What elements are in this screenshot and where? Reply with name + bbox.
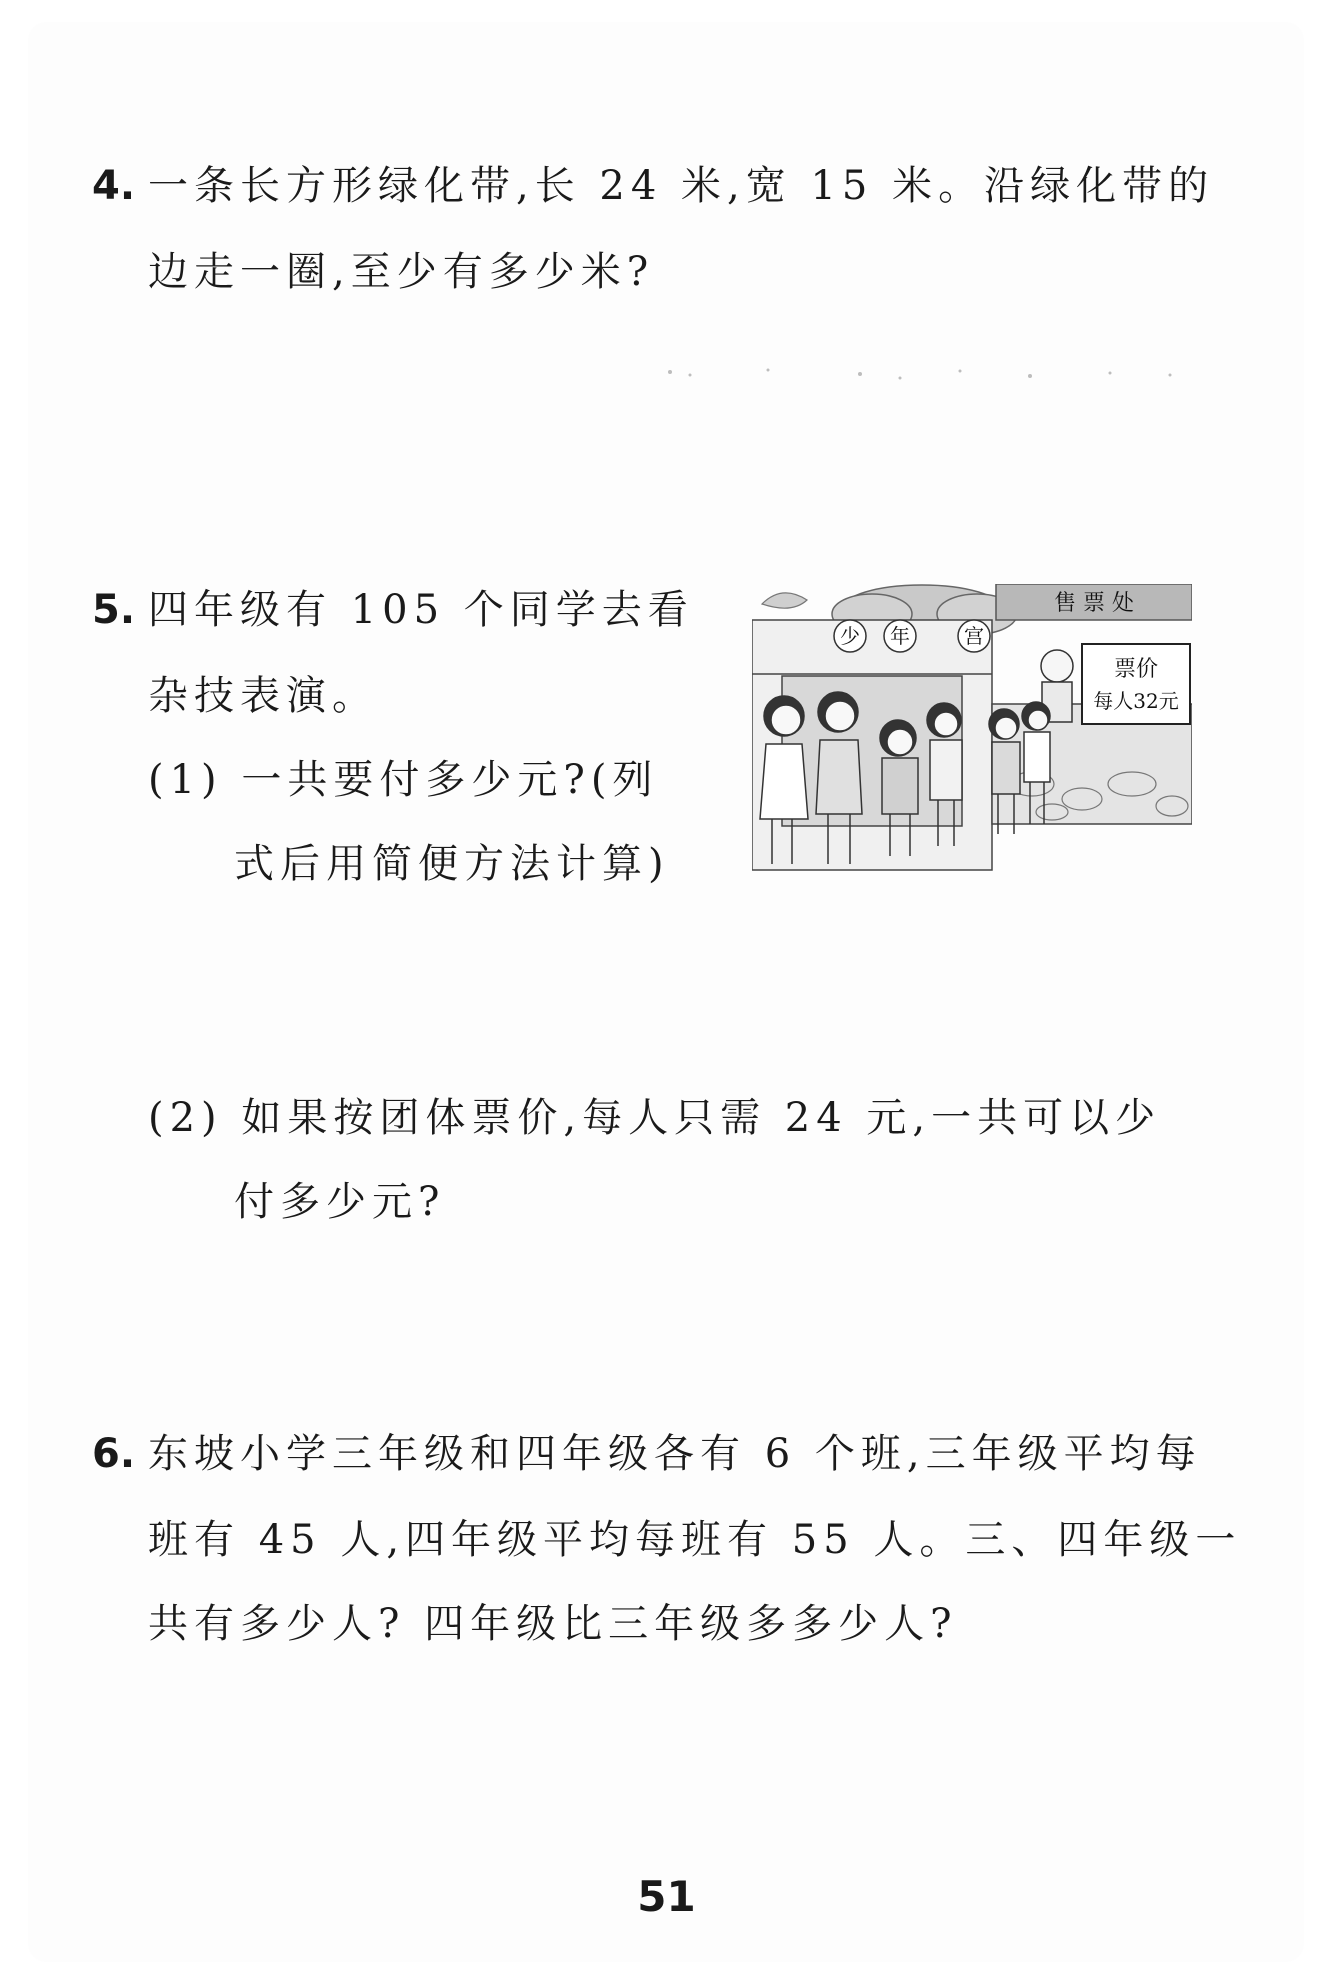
question-6-line-2: 班有 45 人,四年级平均每班有 55 人。三、四年级一 (148, 1517, 1242, 1563)
question-5-line-2: 杂技表演。 (148, 673, 378, 719)
question-5-sub-1-line-1: (1) 一共要付多少元?(列 (148, 757, 659, 803)
question-5-number: 5. (92, 587, 136, 633)
question-4-line-1: 一条长方形绿化带,长 24 米,宽 15 米。沿绿化带的 (148, 163, 1215, 209)
question-5-sub-1-line-2: 式后用简便方法计算) (234, 841, 670, 887)
price-board-text: 每人32元 (1093, 689, 1179, 713)
question-4-number: 4. (92, 163, 136, 209)
building-sign-char-2: 年 (890, 624, 910, 648)
question-5-sub-2-line-2: 付多少元? (234, 1179, 446, 1225)
building-sign-char-3: 宫 (964, 624, 984, 648)
question-5-line-1: 四年级有 105 个同学去看 (148, 587, 694, 633)
worksheet-page (28, 22, 1304, 1962)
question-5-sub-2-line-1: (2) 如果按团体票价,每人只需 24 元,一共可以少 (148, 1095, 1162, 1141)
ticket-booth-illustration (752, 584, 1192, 876)
price-board-title: 票价 (1113, 657, 1159, 682)
question-6-line-1: 东坡小学三年级和四年级各有 6 个班,三年级平均每 (148, 1431, 1202, 1477)
scan-specks (660, 360, 1180, 390)
question-6-line-3: 共有多少人? 四年级比三年级多多少人? (148, 1601, 958, 1647)
page-number: 51 (637, 1872, 696, 1921)
question-6-number: 6. (92, 1431, 136, 1477)
booth-sign-text: 售 票 处 (1054, 591, 1134, 616)
building-sign-char-1: 少 (840, 624, 860, 648)
question-4-line-2: 边走一圈,至少有多少米? (148, 249, 655, 295)
